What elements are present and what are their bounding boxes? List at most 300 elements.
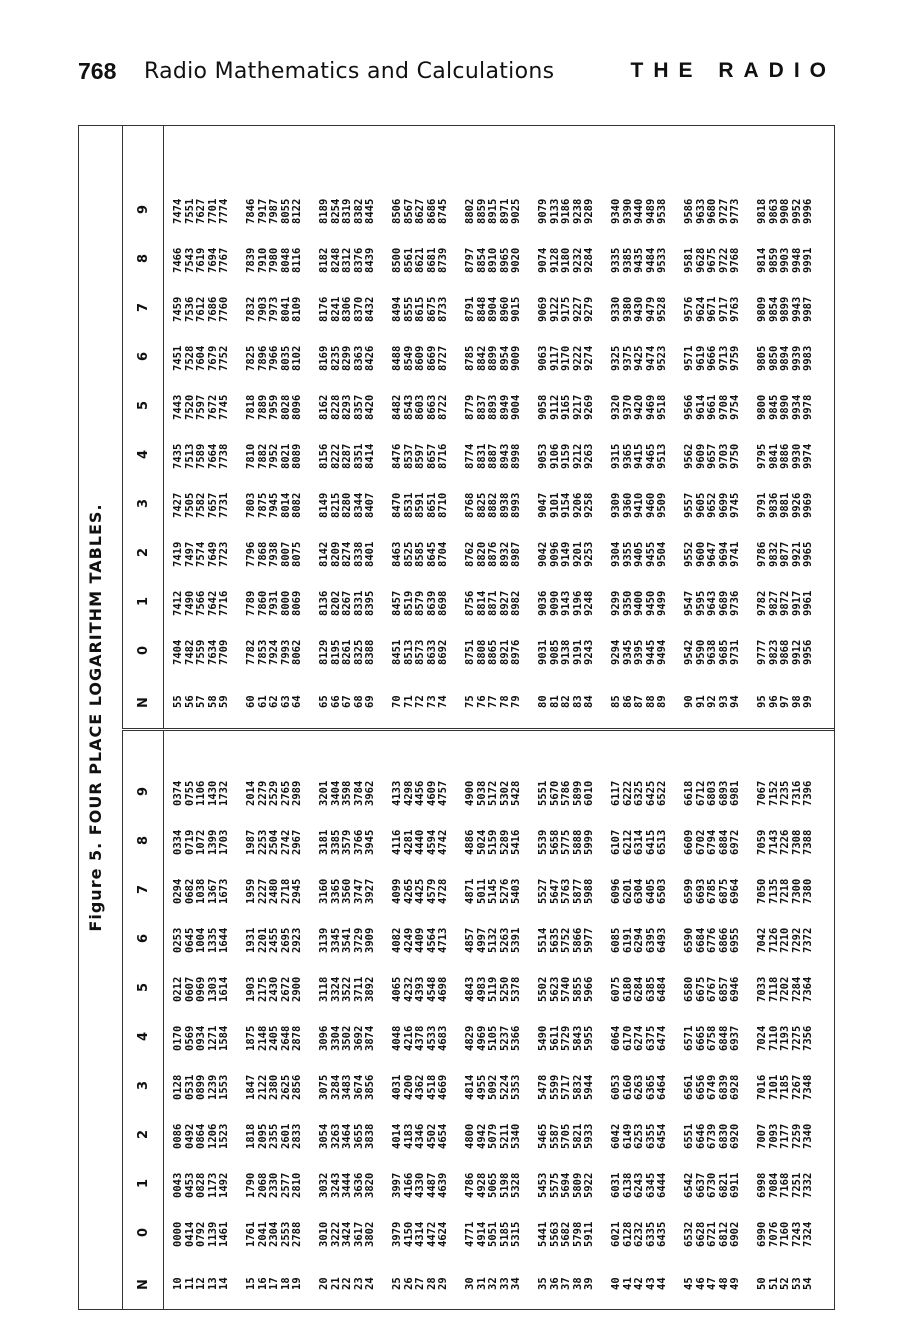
log-value: 7917 [256,198,269,224]
log-value: 3579 [341,829,353,855]
log-value: 9253 [583,541,595,567]
row-number: 82 [560,695,572,708]
log-value: 8287 [341,443,353,469]
log-value: 9566 [683,394,695,420]
log-value: 9643 [706,590,718,616]
panel-divider [122,728,835,731]
table-row [196,125,207,728]
log-value: 6571 [683,1025,695,1051]
log-value: 8698 [437,590,449,616]
log-value: 9777 [756,639,768,665]
table-row [657,125,668,728]
log-value: 7839 [245,247,257,273]
log-value: 8887 [487,443,499,469]
log-value: 9647 [706,541,718,567]
log-value: 3927 [364,878,376,904]
log-value: 7513 [183,443,196,469]
log-value: 1987 [245,829,257,855]
column-header: 1 [136,1178,151,1188]
log-value: 3784 [352,780,365,806]
log-value: 9680 [706,198,718,224]
log-value: 6010 [583,780,595,806]
log-value: 4969 [475,1025,488,1051]
column-header: 8 [136,835,151,845]
log-value: 8882 [487,492,499,518]
log-value: 9886 [779,443,791,469]
log-value: 8768 [464,492,476,518]
log-value: 9445 [644,639,657,665]
log-value: 4378 [414,1025,426,1051]
table-row [792,125,803,728]
log-value: 7701 [206,198,219,224]
log-value: 1430 [206,780,219,806]
table-row [611,731,622,1310]
column-header: 6 [136,351,151,361]
log-value: 2878 [291,1025,303,1051]
log-value: 8028 [279,394,292,420]
log-value: 9557 [683,492,695,518]
log-value: 9703 [717,443,730,469]
log-value: 8993 [510,492,522,518]
log-value: 2014 [245,780,257,806]
log-value: 7235 [779,780,791,806]
log-value: 2577 [279,1172,292,1198]
log-value: 4314 [414,1221,426,1247]
table-row [634,731,645,1310]
row-number: 47 [706,1277,718,1290]
log-value: 9232 [571,247,584,273]
row-number: 50 [756,1277,768,1290]
log-value: 5263 [498,927,511,953]
row-number: 25 [391,1277,403,1290]
running-head: THE RADIO [630,59,836,82]
log-value: 7451 [172,345,184,371]
row-number: 40 [610,1277,622,1290]
log-value: 4518 [425,1074,438,1100]
log-value: 9736 [729,590,741,616]
log-value: 7723 [218,541,230,567]
log-value: 9699 [717,492,730,518]
log-value: 5391 [510,927,522,953]
log-value: 8820 [475,541,488,567]
log-value: 9845 [767,394,780,420]
log-value: 8445 [364,198,376,224]
row-group [319,731,376,1310]
log-value: 7945 [268,492,280,518]
log-value: 8842 [475,345,488,371]
table-row [208,731,219,1310]
log-value: 9868 [779,639,791,665]
log-value: 1399 [206,829,219,855]
log-value: 7259 [790,1123,803,1149]
column-header: 7 [136,302,151,312]
log-value: 8825 [475,492,488,518]
log-value: 7760 [218,296,230,322]
log-value: 9759 [729,345,741,371]
table-row [707,731,718,1310]
log-value: 5453 [537,1172,549,1198]
log-value: 9722 [717,247,730,273]
log-value: 8370 [352,296,365,322]
log-value: 3243 [329,1172,342,1198]
log-value: 8837 [475,394,488,420]
log-value: 8756 [464,590,476,616]
log-value: 9180 [560,247,572,273]
log-value: 9974 [802,443,814,469]
log-value: 8176 [318,296,330,322]
log-value: 9750 [729,443,741,469]
log-value: 2856 [291,1074,303,1100]
log-value: 7300 [790,878,803,904]
log-value: 9400 [633,590,645,616]
log-value: 5224 [498,1074,511,1100]
log-value: 2253 [256,829,269,855]
log-value: 7251 [790,1172,803,1198]
row-group [757,731,814,1310]
row-number: 70 [391,695,403,708]
log-value: 3711 [352,976,365,1002]
log-value: 5079 [487,1123,499,1149]
log-value: 4886 [464,829,476,855]
table-row [319,125,330,728]
log-value: 1004 [195,927,207,953]
log-value: 5955 [583,1025,595,1051]
log-value: 8567 [402,198,415,224]
log-value: 6739 [706,1123,718,1149]
log-value: 1239 [206,1074,219,1100]
table-row [550,125,561,728]
log-value: 2601 [279,1123,292,1149]
row-number: 62 [268,695,280,708]
log-value: 6454 [656,1123,668,1149]
log-value: 9624 [694,296,707,322]
table-row [269,731,280,1310]
log-value: 7752 [218,345,230,371]
log-value: 7612 [195,296,207,322]
log-value: 4409 [414,927,426,953]
log-value: 3222 [329,1221,342,1247]
log-value: 2529 [268,780,280,806]
log-value: 3139 [318,927,330,953]
log-value: 4857 [464,927,476,953]
row-group [684,731,741,1310]
log-value: 5185 [498,1221,511,1247]
log-value: 8306 [341,296,353,322]
log-value: 9800 [756,394,768,420]
log-value: 5514 [537,927,549,953]
table-row [365,125,376,728]
log-value: 7709 [218,639,230,665]
row-group [538,731,595,1310]
column-header: 0 [136,645,151,655]
log-value: 8710 [437,492,449,518]
row-number: 21 [329,1277,342,1290]
log-value: 7419 [172,541,184,567]
table-row [427,731,438,1310]
log-value: 8537 [402,443,415,469]
log-value: 6776 [706,927,718,953]
log-value: 3502 [341,1025,353,1051]
log-value: 9020 [510,247,522,273]
log-value: 5403 [510,878,522,904]
log-value: 7324 [802,1221,814,1247]
log-value: 8116 [291,247,303,273]
log-value: 0374 [172,780,184,806]
log-value: 6314 [633,829,645,855]
log-value: 9881 [779,492,791,518]
log-value: 7597 [195,394,207,420]
log-value: 6355 [644,1123,657,1149]
log-value: 4579 [425,878,438,904]
log-value: 9227 [571,296,584,322]
log-value: 9850 [767,345,780,371]
log-value: 6848 [717,1025,730,1051]
log-value: 7566 [195,590,207,616]
log-value: 3909 [364,927,376,953]
log-value: 3263 [329,1123,342,1149]
log-value: 8519 [402,590,415,616]
log-value: 7686 [206,296,219,322]
log-value: 8426 [364,345,376,371]
log-value: 8915 [487,198,499,224]
table-row [500,125,511,728]
log-value: 8639 [425,590,438,616]
log-value: 4133 [391,780,403,806]
log-value: 5717 [560,1074,572,1100]
log-value: 7093 [767,1123,780,1149]
table-row [646,125,657,728]
log-value: 2480 [268,878,280,904]
log-value: 9294 [610,639,622,665]
log-value: 8312 [341,247,353,273]
row-number: 38 [571,1277,584,1290]
log-value: 4487 [425,1172,438,1198]
log-value: 9836 [767,492,780,518]
log-value: 5551 [537,780,549,806]
log-value: 4983 [475,976,488,1002]
log-value: 9340 [610,198,622,224]
log-value: 9894 [779,345,791,371]
log-value: 3054 [318,1123,330,1149]
log-value: 4829 [464,1025,476,1051]
row-number: 39 [583,1277,595,1290]
log-value: 8338 [352,541,365,567]
log-value: 8096 [291,394,303,420]
log-value: 0828 [195,1172,207,1198]
log-value: 8785 [464,345,476,371]
row-number: 37 [560,1277,572,1290]
log-value: 3075 [318,1074,330,1100]
log-value: 8209 [329,541,342,567]
log-value: 1903 [245,976,257,1002]
log-value: 7364 [802,976,814,1002]
log-value: 1492 [218,1172,230,1198]
log-value: 1847 [245,1074,257,1100]
column-header: 4 [136,449,151,459]
log-value: 8122 [291,198,303,224]
log-value: 6803 [706,780,718,806]
log-value: 6637 [694,1172,707,1198]
log-value: 2041 [256,1221,269,1247]
log-value: 4425 [414,878,426,904]
table-row [246,731,257,1310]
log-value: 8041 [279,296,292,322]
log-value: 4065 [391,976,403,1002]
log-value: 6345 [644,1172,657,1198]
log-value: 5877 [571,878,584,904]
log-value: 4654 [437,1123,449,1149]
table-row [258,125,269,728]
log-value: 9375 [621,345,634,371]
log-value: 6767 [706,976,718,1002]
log-value: 8357 [352,394,365,420]
log-value: 1367 [206,878,219,904]
log-value: 9460 [644,492,657,518]
log-value: 9279 [583,296,595,322]
table-frame [78,125,835,1310]
log-value: 3483 [341,1074,353,1100]
log-value: 9754 [729,394,741,420]
log-value: 8704 [437,541,449,567]
log-value: 8048 [279,247,292,273]
log-value: 8363 [352,345,365,371]
log-value: 9773 [729,198,741,224]
log-value: 2201 [256,927,269,953]
log-value: 7275 [790,1025,803,1051]
log-value: 5599 [548,1074,561,1100]
log-value: 7168 [779,1172,791,1198]
log-value: 9450 [644,590,657,616]
log-value: 9469 [644,394,657,420]
log-value: 3962 [364,780,376,806]
log-value: 9689 [717,590,730,616]
log-value: 7738 [218,443,230,469]
log-value: 7582 [195,492,207,518]
row-number: 49 [729,1277,741,1290]
log-value: 4786 [464,1172,476,1198]
log-value: 8876 [487,541,499,567]
log-value: 8579 [414,590,426,616]
table-row [769,731,780,1310]
log-value: 8615 [414,296,426,322]
log-value: 5821 [571,1123,584,1149]
log-value: 0334 [172,829,184,855]
log-value: 6937 [729,1025,741,1051]
table-row [269,125,280,728]
row-number: 67 [341,695,353,708]
table-row [392,731,403,1310]
log-value: 0414 [183,1221,196,1247]
row-number: 95 [756,695,768,708]
log-value: 5635 [548,927,561,953]
log-value: 8621 [414,247,426,273]
log-value: 8457 [391,590,403,616]
log-value: 2455 [268,927,280,953]
log-value: 8401 [364,541,376,567]
log-value: 2625 [279,1074,292,1100]
log-value: 8142 [318,541,330,567]
log-value: 9315 [610,443,622,469]
log-value: 9069 [537,296,549,322]
row-group [611,731,668,1310]
row-number: 90 [683,695,695,708]
log-value: 8182 [318,247,330,273]
log-value: 8439 [364,247,376,273]
log-value: 9489 [644,198,657,224]
log-value: 9330 [610,296,622,322]
log-value: 8476 [391,443,403,469]
log-value: 9652 [706,492,718,518]
log-value: 5145 [487,878,499,904]
table-row [611,125,622,728]
log-value: 5988 [583,878,595,904]
log-value: 5922 [583,1172,595,1198]
log-value: 7443 [172,394,184,420]
log-value: 7218 [779,878,791,904]
log-value: 5502 [537,976,549,1002]
log-value: 7903 [256,296,269,322]
log-value: 9405 [633,541,645,567]
log-value: 9096 [548,541,561,567]
log-value: 5658 [548,829,561,855]
row-number: 55 [172,695,184,708]
log-value: 2553 [279,1221,292,1247]
log-value: 9042 [537,541,549,567]
log-value: 4914 [475,1221,488,1247]
table-row [780,125,791,728]
log-value: 8927 [498,590,511,616]
log-value: 7101 [767,1074,780,1100]
log-value: 3118 [318,976,330,1002]
log-value: 6222 [621,780,634,806]
log-value: 4771 [464,1221,476,1247]
row-group [392,125,449,728]
log-value: 5798 [571,1221,584,1247]
log-value: 8675 [425,296,438,322]
row-group [246,731,303,1310]
log-value: 7177 [779,1123,791,1149]
log-value: 8014 [279,492,292,518]
log-value: 9435 [633,247,645,273]
table-row [354,731,365,1310]
log-value: 9538 [656,198,668,224]
log-value: 2923 [291,927,303,953]
table-row [511,731,522,1310]
row-number: 17 [268,1277,280,1290]
log-value: 8808 [475,639,488,665]
row-number: 85 [610,695,622,708]
log-value: 4362 [414,1074,426,1100]
log-value: 5888 [571,829,584,855]
log-value: 8960 [498,296,511,322]
log-value: 7007 [756,1123,768,1149]
log-value: 7627 [195,198,207,224]
log-value: 6464 [656,1074,668,1100]
log-value: 4502 [425,1123,438,1149]
row-group [757,125,814,728]
log-value: 1644 [218,927,230,953]
log-value: 8633 [425,639,438,665]
log-value: 9818 [756,198,768,224]
log-value: 3838 [364,1123,376,1149]
table-row [769,125,780,728]
log-value: 3284 [329,1074,342,1100]
log-value: 9576 [683,296,695,322]
log-value: 9859 [767,247,780,273]
column-header: 9 [136,204,151,214]
log-value: 0531 [183,1074,196,1100]
log-value: 6628 [694,1221,707,1247]
